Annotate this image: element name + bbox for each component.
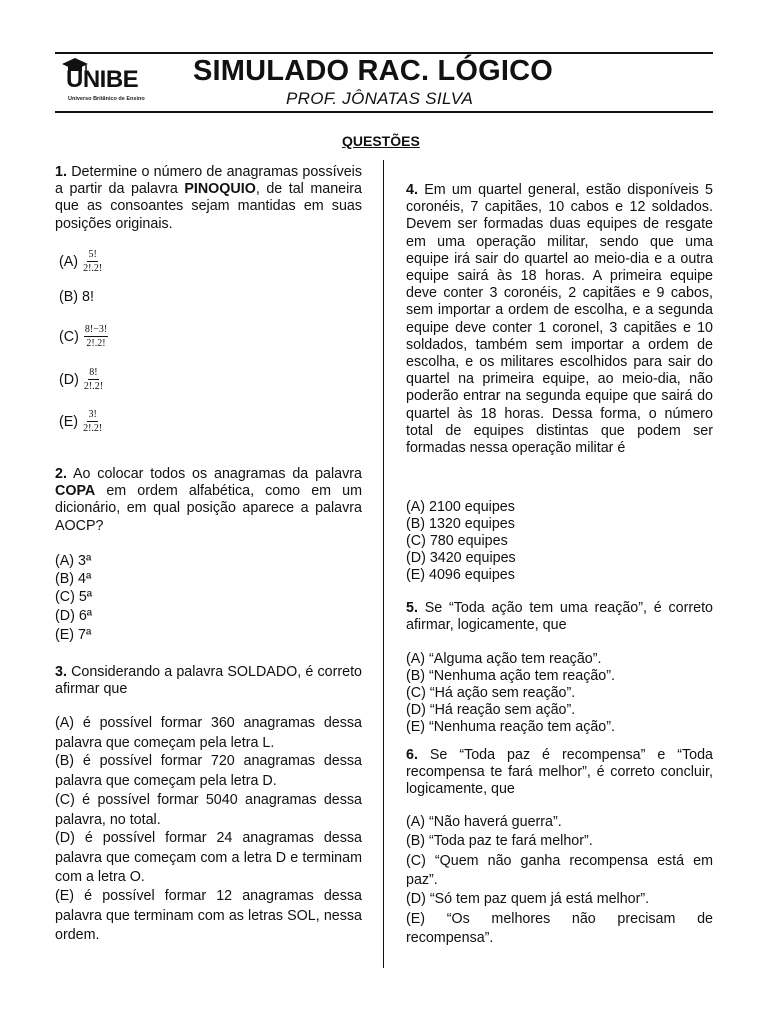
question-1-option-d[interactable]: (D) $\frac{8!}{2!.2!}$ [59, 367, 104, 392]
question-5-option-e[interactable]: (E) “Nenhuma reação tem ação”. [406, 719, 615, 735]
question-1-option-e[interactable]: (E) $\frac{3!}{2!.2!}$ [59, 409, 103, 434]
header-bottom-rule [55, 111, 713, 113]
logo-wordmark: UNIBE [66, 66, 139, 93]
question-6-option-c[interactable]: (C) “Quem não ganha recompensa está em paz”. [406, 853, 713, 888]
question-5-option-b[interactable]: (B) “Nenhuma ação tem reação”. [406, 668, 615, 684]
logo-tagline: Universo Britânico de Ensino [68, 96, 145, 102]
question-6-text: 6. Se “Toda paz é recompensa” e “Toda recompensa te fará melhor”, é correto concluir, logicamente, que [406, 747, 713, 798]
fraction: $\frac{8!}{2!.2!}$ [83, 367, 104, 392]
question-2-option-b[interactable]: (B) 4ª [55, 571, 92, 587]
question-5-option-d[interactable]: (D) “Há reação sem ação”. [406, 702, 576, 718]
question-2-option-d[interactable]: (D) 6ª [55, 608, 93, 624]
question-5-option-a[interactable]: (A) “Alguma ação tem reação”. [406, 651, 602, 667]
document-subtitle: PROF. JÔNATAS SILVA [286, 89, 474, 108]
question-5-text: 5. Se “Toda ação tem uma reação”, é correto afirmar, logicamente, que [406, 600, 713, 634]
question-4-option-e[interactable]: (E) 4096 equipes [406, 567, 515, 583]
question-5-option-c[interactable]: (C) “Há ação sem reação”. [406, 685, 576, 701]
unibe-logo [58, 56, 170, 108]
question-2-option-a[interactable]: (A) 3ª [55, 553, 92, 569]
question-1-option-b[interactable]: (B) 8! [59, 289, 94, 305]
question-2-text: 2. Ao colocar todos os anagramas da palavra COPA em ordem alfabética, como em um dicionário, em qual posição aparece a palavra AOCP? [55, 466, 362, 534]
question-6-option-b[interactable]: (B) “Toda paz te fará melhor”. [406, 833, 593, 849]
question-3-option-c[interactable]: (C) é possível formar 5040 anagramas dessa palavra, no total. [55, 792, 362, 828]
question-3-text: 3. Considerando a palavra SOLDADO, é correto afirmar que [55, 664, 362, 698]
question-2-option-c[interactable]: (C) 5ª [55, 589, 93, 605]
header-top-rule [55, 52, 713, 54]
question-4-option-c[interactable]: (C) 780 equipes [406, 533, 508, 549]
question-3-option-a[interactable]: (A) é possível formar 360 anagramas dessa palavra que começam pela letra L. [55, 715, 362, 751]
question-3-option-d[interactable]: (D) é possível formar 24 anagramas dessa palavra que começam com a letra D e terminam com a letra O. [55, 830, 362, 886]
fraction: $\frac{5!}{2!.2!}$ [83, 249, 103, 274]
question-4-option-b[interactable]: (B) 1320 equipes [406, 516, 515, 532]
question-4-option-d[interactable]: (D) 3420 equipes [406, 550, 516, 566]
question-6-option-d[interactable]: (D) “Só tem paz quem já está melhor”. [406, 891, 650, 907]
question-4-option-a[interactable]: (A) 2100 equipes [406, 499, 515, 515]
question-6-option-a[interactable]: (A) “Não haverá guerra”. [406, 814, 562, 830]
question-3-option-e[interactable]: (E) é possível formar 12 anagramas dessa palavra que terminam com as letras SOL, nessa ordem. [55, 888, 362, 944]
question-2-option-e[interactable]: (E) 7ª [55, 627, 92, 643]
question-3-option-b[interactable]: (B) é possível formar 720 anagramas dessa palavra que começam pela letra D. [55, 753, 362, 789]
fraction: $\frac{3!}{2!.2!}$ [83, 409, 103, 434]
column-divider [383, 160, 384, 968]
question-4-text: 4. Em um quartel general, estão disponíveis 5 coronéis, 7 capitães, 10 cabos e 12 soldados. Devem ser formadas duas equipes de resgate em uma operação militar, sendo que uma equipe irá sair do quartel ao meio-dia e a outra equipe sairá às 18 horas. A primeira equipe deve conter 3 coronéis, 2 capitães e 9 cabos, sem importar a ordem de escolha, e a segunda equipe deve conter 1 coronel, 3 capitães e 10 soldados, também sem importar a ordem de escolha, e os militares escolhidos para sair do quartel na primeira equipe, ao meio-dia, não poderão entrar na segunda equipe que sairá do quartel às 18 horas. Dessa forma, o número total de equipes distintas que podem ser formadas nessa operação militar é [406, 182, 713, 457]
fraction: $\frac{8!-3!}{2!.2!}$ [84, 324, 108, 349]
question-1-text: 1. Determine o número de anagramas possíveis a partir da palavra PINOQUIO, de tal maneira que as consoantes sejam mantidas em suas posições originais. [55, 164, 362, 232]
document-title: SIMULADO RAC. LÓGICO [193, 55, 554, 87]
question-1-option-a[interactable]: (A) $\frac{5!}{2!.2!}$ [59, 249, 103, 274]
section-title: QUESTÕES [342, 133, 420, 149]
question-6-option-e[interactable]: (E) “Os melhores não precisam de recompensa”. [406, 911, 713, 946]
question-1-option-c[interactable]: (C) $\frac{8!-3!}{2!.2!}$ [59, 324, 108, 349]
